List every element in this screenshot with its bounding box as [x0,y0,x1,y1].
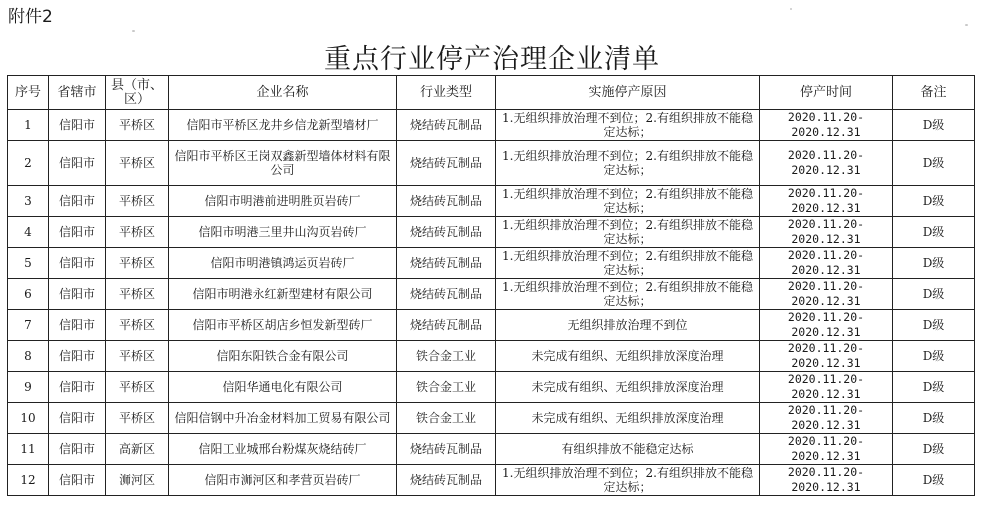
table-header-row [8,76,975,110]
cell-industry: 铁合金工业 [397,341,496,372]
cell-district: 平桥区 [106,248,169,279]
cell-company: 信阳市平桥区龙井乡信龙新型墙材厂 [169,110,397,141]
cell-reason: 1.无组织排放治理不到位；2.有组织排放不能稳定达标； [496,141,760,186]
table-row [8,217,975,248]
cell-time: 2020.11.20-2020.12.31 [760,341,893,372]
cell-no: 10 [8,403,49,434]
cell-time: 2020.11.20-2020.12.31 [760,465,893,496]
cell-district: 平桥区 [106,279,169,310]
header-company: 企业名称 [169,76,397,110]
cell-reason: 未完成有组织、无组织排放深度治理 [496,341,760,372]
cell-industry: 烧结砖瓦制品 [397,217,496,248]
table-row [8,141,975,186]
cell-district: 浉河区 [106,465,169,496]
cell-reason: 1.无组织排放治理不到位；2.有组织排放不能稳定达标； [496,217,760,248]
cell-no: 1 [8,110,49,141]
cell-district: 高新区 [106,434,169,465]
cell-district: 平桥区 [106,110,169,141]
cell-industry: 烧结砖瓦制品 [397,141,496,186]
cell-city: 信阳市 [49,248,106,279]
cell-remark: D级 [893,341,975,372]
cell-remark: D级 [893,110,975,141]
enterprise-table [7,75,975,496]
cell-remark: D级 [893,248,975,279]
header-reason: 实施停产原因 [496,76,760,110]
cell-city: 信阳市 [49,403,106,434]
header-time: 停产时间 [760,76,893,110]
cell-city: 信阳市 [49,110,106,141]
table-row [8,341,975,372]
cell-district: 平桥区 [106,372,169,403]
cell-remark: D级 [893,217,975,248]
cell-company: 信阳市明港永红新型建材有限公司 [169,279,397,310]
cell-remark: D级 [893,186,975,217]
header-district: 县（市、区） [106,76,169,110]
cell-city: 信阳市 [49,141,106,186]
table-row [8,465,975,496]
cell-no: 12 [8,465,49,496]
header-no: 序号 [8,76,49,110]
header-city: 省辖市 [49,76,106,110]
cell-time: 2020.11.20-2020.12.31 [760,186,893,217]
header-industry: 行业类型 [397,76,496,110]
cell-city: 信阳市 [49,434,106,465]
cell-reason: 未完成有组织、无组织排放深度治理 [496,372,760,403]
cell-remark: D级 [893,141,975,186]
cell-company: 信阳市浉河区和孝营页岩砖厂 [169,465,397,496]
cell-industry: 烧结砖瓦制品 [397,465,496,496]
cell-reason: 1.无组织排放治理不到位；2.有组织排放不能稳定达标； [496,110,760,141]
cell-company: 信阳市明港三里井山沟页岩砖厂 [169,217,397,248]
cell-reason: 1.无组织排放治理不到位；2.有组织排放不能稳定达标； [496,186,760,217]
cell-company: 信阳市明港镇鸿运页岩砖厂 [169,248,397,279]
cell-city: 信阳市 [49,279,106,310]
cell-no: 9 [8,372,49,403]
header-remark: 备注 [893,76,975,110]
cell-industry: 铁合金工业 [397,372,496,403]
cell-no: 5 [8,248,49,279]
cell-industry: 烧结砖瓦制品 [397,110,496,141]
cell-time: 2020.11.20-2020.12.31 [760,434,893,465]
cell-city: 信阳市 [49,465,106,496]
cell-remark: D级 [893,279,975,310]
cell-remark: D级 [893,434,975,465]
cell-no: 2 [8,141,49,186]
cell-time: 2020.11.20-2020.12.31 [760,279,893,310]
cell-company: 信阳市平桥区胡店乡恒发新型砖厂 [169,310,397,341]
cell-no: 11 [8,434,49,465]
cell-reason: 1.无组织排放治理不到位；2.有组织排放不能稳定达标； [496,465,760,496]
table-row [8,403,975,434]
cell-city: 信阳市 [49,341,106,372]
table-row [8,279,975,310]
table-row [8,248,975,279]
cell-remark: D级 [893,465,975,496]
attachment-label: 附件2 [8,7,53,27]
cell-no: 6 [8,279,49,310]
cell-no: 4 [8,217,49,248]
cell-reason: 无组织排放治理不到位 [496,310,760,341]
cell-company: 信阳信钢中升冶金材料加工贸易有限公司 [169,403,397,434]
cell-company: 信阳华通电化有限公司 [169,372,397,403]
cell-time: 2020.11.20-2020.12.31 [760,310,893,341]
document-title: 重点行业停产治理企业清单 [324,44,660,75]
cell-company: 信阳市明港前进明胜页岩砖厂 [169,186,397,217]
cell-time: 2020.11.20-2020.12.31 [760,141,893,186]
cell-time: 2020.11.20-2020.12.31 [760,372,893,403]
cell-reason: 1.无组织排放治理不到位；2.有组织排放不能稳定达标； [496,248,760,279]
cell-company: 信阳东阳铁合金有限公司 [169,341,397,372]
cell-reason: 1.无组织排放治理不到位；2.有组织排放不能稳定达标； [496,279,760,310]
cell-city: 信阳市 [49,372,106,403]
cell-industry: 铁合金工业 [397,403,496,434]
cell-industry: 烧结砖瓦制品 [397,310,496,341]
cell-no: 3 [8,186,49,217]
cell-time: 2020.11.20-2020.12.31 [760,248,893,279]
cell-time: 2020.11.20-2020.12.31 [760,403,893,434]
cell-time: 2020.11.20-2020.12.31 [760,217,893,248]
cell-district: 平桥区 [106,186,169,217]
cell-remark: D级 [893,372,975,403]
table-row [8,110,975,141]
table-row [8,310,975,341]
cell-district: 平桥区 [106,217,169,248]
cell-city: 信阳市 [49,186,106,217]
table-row [8,434,975,465]
cell-district: 平桥区 [106,341,169,372]
cell-no: 7 [8,310,49,341]
scan-speck [790,8,792,10]
cell-city: 信阳市 [49,217,106,248]
cell-industry: 烧结砖瓦制品 [397,434,496,465]
cell-district: 平桥区 [106,141,169,186]
cell-district: 平桥区 [106,310,169,341]
cell-industry: 烧结砖瓦制品 [397,248,496,279]
cell-company: 信阳工业城邢台粉煤灰烧结砖厂 [169,434,397,465]
cell-city: 信阳市 [49,310,106,341]
table-row [8,186,975,217]
scan-speck [965,24,968,26]
scan-speck [132,30,135,32]
cell-time: 2020.11.20-2020.12.31 [760,110,893,141]
cell-industry: 烧结砖瓦制品 [397,186,496,217]
cell-no: 8 [8,341,49,372]
cell-reason: 有组织排放不能稳定达标 [496,434,760,465]
cell-industry: 烧结砖瓦制品 [397,279,496,310]
cell-district: 平桥区 [106,403,169,434]
cell-remark: D级 [893,403,975,434]
cell-reason: 未完成有组织、无组织排放深度治理 [496,403,760,434]
cell-company: 信阳市平桥区王岗双鑫新型墙体材料有限公司 [169,141,397,186]
cell-remark: D级 [893,310,975,341]
table-row [8,372,975,403]
